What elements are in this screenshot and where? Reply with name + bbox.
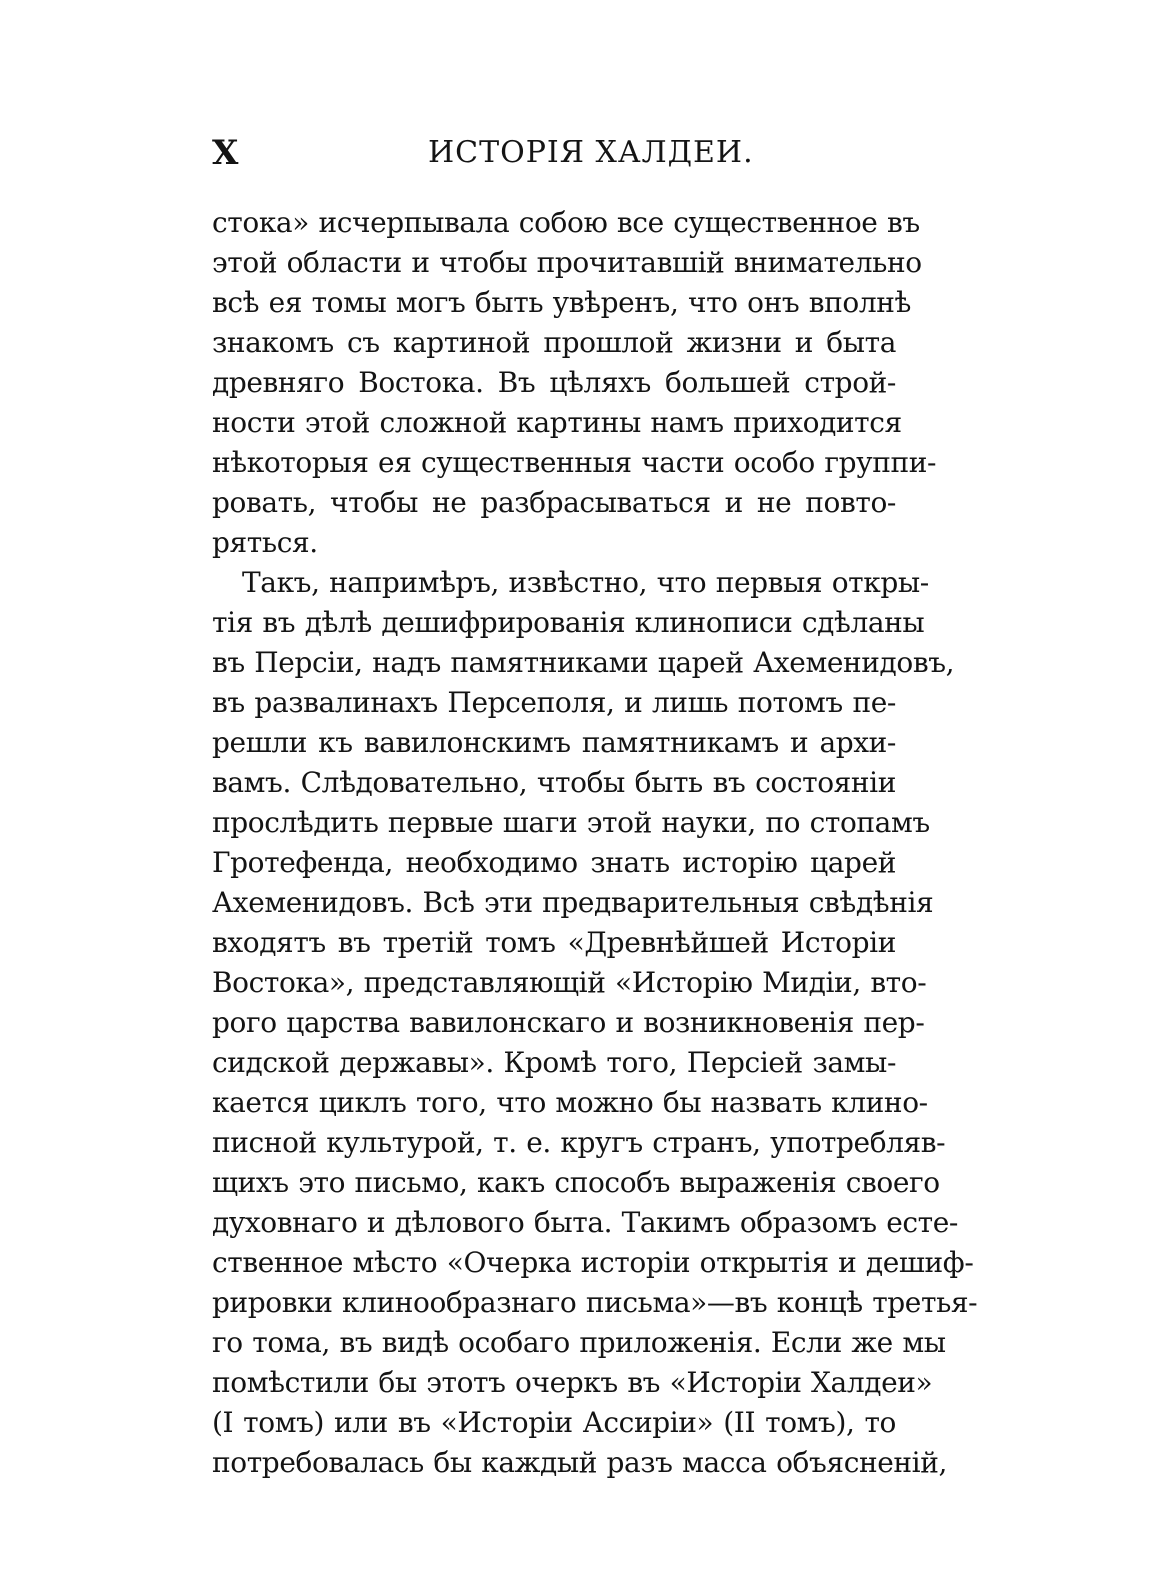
paragraph xyxy=(212,563,978,1483)
text-line: кается циклъ того, что можно бы назвать клино- xyxy=(212,1086,928,1119)
text-line: тія въ дѣлѣ дешифрированія клинописи сдѣланы xyxy=(212,606,925,639)
text-line: Гротефенда, необходимо знать исторію царей xyxy=(212,846,896,879)
text-line: рировки клинообразнаго письма»—въ концѣ третья- xyxy=(212,1286,978,1319)
text-line: вамъ. Слѣдовательно, чтобы быть въ состояніи xyxy=(212,766,896,799)
text-line: рого царства вавилонскаго и возникновенія пер- xyxy=(212,1006,925,1039)
text-line: потребовалась бы каждый разъ масса объясненій, xyxy=(212,1446,947,1479)
text-line: писной культурой, т. е. кругъ странъ, употребляв- xyxy=(212,1126,946,1159)
text-line: входятъ въ третій томъ «Древнѣйшей Исторіи xyxy=(212,926,896,959)
text-line: ровать, чтобы не разбрасываться и не повто- xyxy=(212,486,896,519)
text-line: стока» исчерпывала собою все существенное въ xyxy=(212,206,920,239)
text-line: сидской державы». Кромѣ того, Персіей замы- xyxy=(212,1046,896,1079)
page-header xyxy=(212,128,896,178)
text-line: въ Персіи, надъ памятниками царей Ахеменидовъ, xyxy=(212,646,955,679)
text-line: нѣкоторыя ея существенныя части особо группи- xyxy=(212,446,937,479)
text-line: Такъ, напримѣръ, извѣстно, что первыя откры- xyxy=(242,566,929,599)
body-text xyxy=(212,203,978,1483)
paragraph xyxy=(212,203,937,563)
text-line: щихъ это письмо, какъ способъ выраженія своего xyxy=(212,1166,940,1199)
text-line: этой области и чтобы прочитавшій внимательно xyxy=(212,246,922,279)
running-title: ИСТОРІЯ ХАЛДЕИ. xyxy=(428,135,754,170)
text-line: го тома, въ видѣ особаго приложенія. Если же мы xyxy=(212,1326,946,1359)
text-line: ности этой сложной картины намъ приходится xyxy=(212,406,902,439)
text-line: духовнаго и дѣлового быта. Такимъ образомъ есте- xyxy=(212,1206,958,1239)
text-line: прослѣдить первые шаги этой науки, по стопамъ xyxy=(212,806,930,839)
text-line: Востока», представляющій «Исторію Мидіи, вто- xyxy=(212,966,927,999)
text-line: Ахеменидовъ. Всѣ эти предварительныя свѣдѣнія xyxy=(212,886,934,919)
text-line: всѣ ея томы могъ быть увѣренъ, что онъ вполнѣ xyxy=(212,286,911,319)
text-line: знакомъ съ картиной прошлой жизни и быта xyxy=(212,326,896,359)
text-line: древняго Востока. Въ цѣляхъ большей строй- xyxy=(212,366,896,399)
text-line: (I томъ) или въ «Исторіи Ассиріи» (II томъ), то xyxy=(212,1406,896,1439)
text-line: решли къ вавилонскимъ памятникамъ и архи- xyxy=(212,726,896,759)
page-number: X xyxy=(212,133,239,173)
text-line: въ развалинахъ Персеполя, и лишь потомъ пе- xyxy=(212,686,896,719)
text-line: ственное мѣсто «Очерка исторіи открытія и дешиф- xyxy=(212,1246,974,1279)
text-line: ряться. xyxy=(212,526,318,559)
text-line: помѣстили бы этотъ очеркъ въ «Исторіи Халдеи» xyxy=(212,1366,933,1399)
